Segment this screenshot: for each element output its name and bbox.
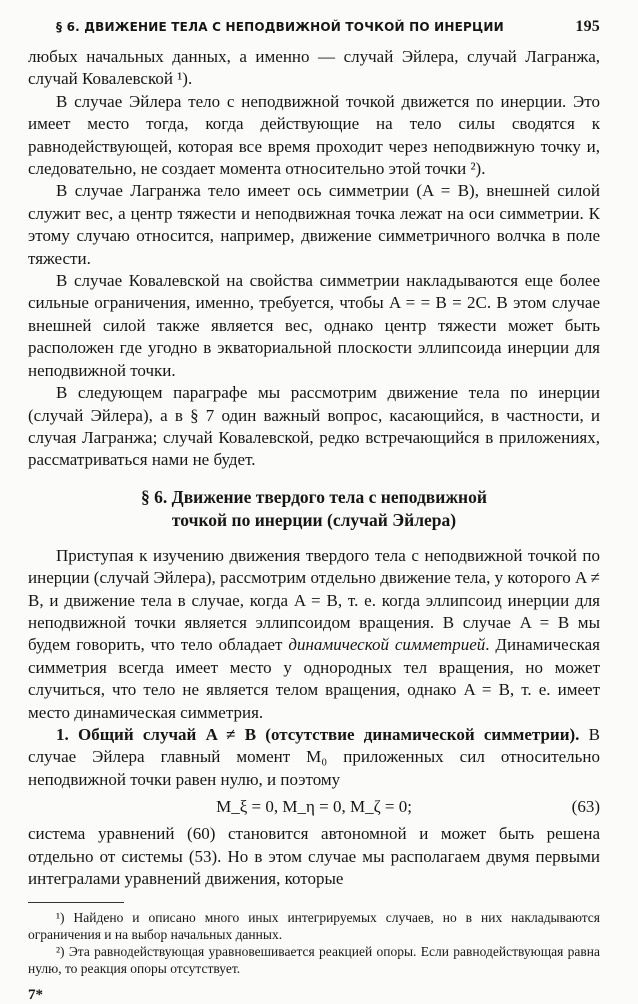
running-head	[28, 18, 600, 36]
paragraph-euler-case: В случае Эйлера тело с неподвижной точкой движется по инерции. Это имеет место тогда, когда действующие на тело силы сводятся к равнодействующей, которая все время проходит через неподвижную точку и, следовательно, не создает момента относительно этой точки ²).	[28, 91, 600, 179]
intro-emphasis: динамической симметрией	[288, 635, 486, 655]
paragraph-continuation: любых начальных данных, а именно — случай Эйлера, случай Лагранжа, случай Ковалевской ¹).	[28, 47, 600, 89]
paragraph-outline: В следующем параграфе мы рассмотрим движение тела по инерции (случай Эйлера), а в § 7 один важный вопрос, касающийся, в частности, и случая Лагранжа; случай Ковалевской, редко встречающийся в приложениях, рассматриваться нами не будет.	[28, 383, 600, 470]
section-title	[28, 486, 600, 532]
signature-mark: 7*	[28, 987, 43, 1004]
section-title-line-2: точкой по инерции (случай Эйлера)	[171, 509, 457, 530]
intro-text-a: Приступая к изучению движения твердого тела с неподвижной точкой по инерции (случай Эйлера), рассмотрим отдельно движение тела, у которого A ≠ B, и движение тела в случае, когда A = B, т. е. когда эллипсоид инерции для неподвижной точки является эллипсоидом вращения. В случае A = B мы будем говорить, что тело обладает	[28, 545, 600, 655]
subsection-heading: 1. Общий случай A ≠ B (отсутствие динамической симметрии).	[56, 724, 580, 744]
page-number: 195	[575, 18, 600, 35]
running-head-title: § 6. ДВИЖЕНИЕ ТЕЛА С НЕПОДВИЖНОЙ ТОЧКОЙ ПО ИНЕРЦИИ	[56, 20, 504, 34]
equation-number: (63)	[571, 797, 600, 817]
intro-text-b: . Динамическая симметрия всегда имеет место у однородных тел вращения, но может случиться, что тело не является телом вращения, однако A = B, т. е. имеет место динамическая симметрия.	[28, 635, 601, 722]
paragraph-kovalevskaya-case: В случае Ковалевской на свойства симметрии накладываются еще более сильные ограничения, именно, требуется, чтобы A = = B = 2C. В этом случае внешней силой также является вес, однако центр тяжести может быть расположен где угодно в экваториальной плоскости эллипсоида инерции для неподвижной точки.	[28, 271, 600, 380]
general-case-text: В случае Эйлера главный момент M₀ приложенных сил относительно неподвижной точки равен нулю, и поэтому	[28, 724, 600, 789]
equation-63	[28, 791, 600, 823]
footnote-2: ²) Эта равнодействующая уравновешивается реакцией опоры. Если равнодействующая равна нулю, то реакция опоры отсутствует.	[28, 944, 600, 977]
paragraph-general-case	[28, 724, 600, 791]
paragraph-system: система уравнений (60) становится автономной и может быть решена отдельно от системы (53). Но в этом случае мы располагаем двумя первыми интегралами уравнений движения, которые	[28, 824, 600, 888]
equation-formula: M_ξ = 0, M_η = 0, M_ζ = 0;	[216, 797, 412, 817]
footnote-1: ¹) Найдено и описано много иных интегрируемых случаев, но в них накладываются ограничения и на выбор начальных данных.	[28, 910, 600, 943]
paragraph-lagrange-case: В случае Лагранжа тело имеет ось симметрии (A = B), внешней силой служит вес, а центр тяжести и неподвижная точка лежат на оси симметрии. К этому случаю относится, например, движение симметричного волчка в поле тяжести.	[28, 181, 600, 268]
footnote-rule	[28, 902, 124, 903]
paragraph-intro	[28, 545, 600, 724]
section-title-line-1: § 6. Движение твердого тела с неподвижной	[141, 486, 487, 507]
